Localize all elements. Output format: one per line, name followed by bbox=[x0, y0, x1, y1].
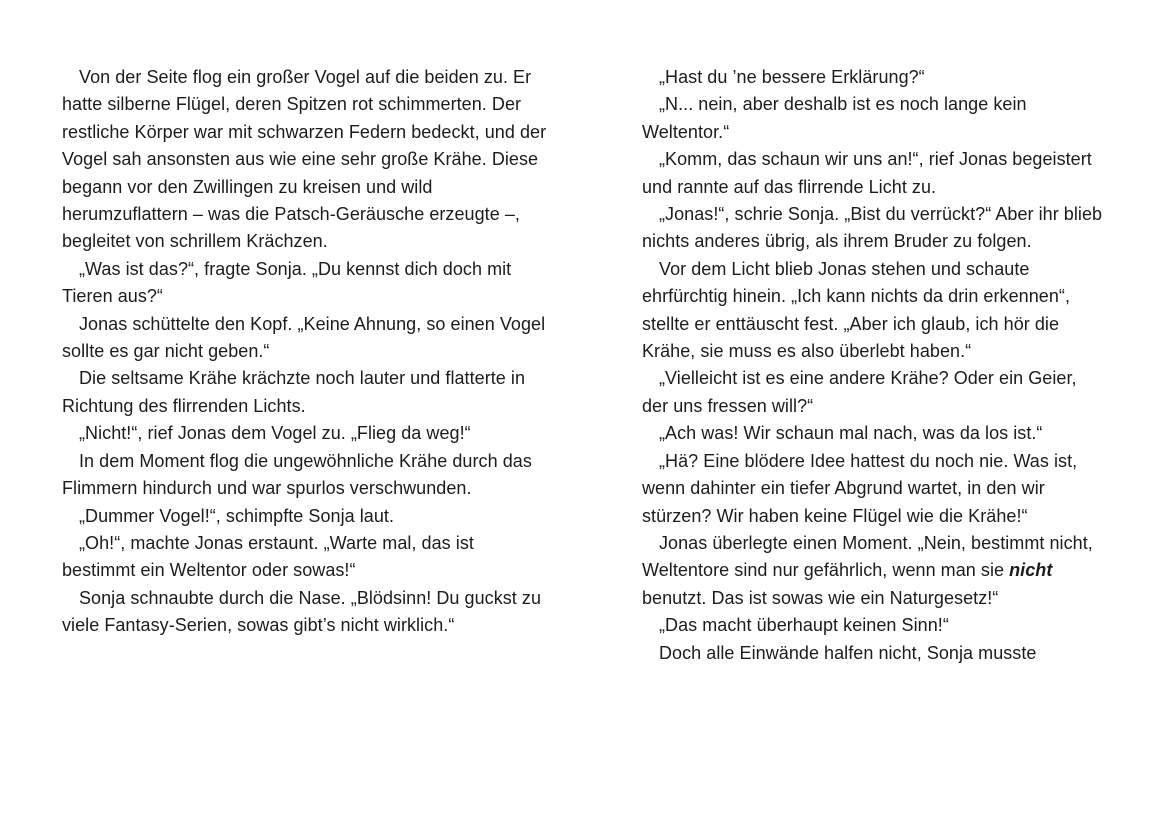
paragraph: In dem Moment flog die ungewöhnliche Krähe durch das Flimmern hindurch und war spurlos verschwunden. bbox=[62, 450, 532, 499]
paragraph-segment: benutzt. Das ist sowas wie ein Naturgesetz!“ bbox=[642, 587, 999, 608]
paragraph: „N... nein, aber deshalb ist es noch lange kein Weltentor.“ bbox=[642, 94, 1027, 142]
right-page bbox=[642, 64, 1106, 667]
paragraph: „Was ist das?“, fragte Sonja. „Du kennst dich doch mit Tieren aus?“ bbox=[62, 258, 512, 307]
paragraph: Doch alle Einwände halfen nicht, Sonja musste bbox=[659, 642, 1037, 663]
paragraph: Die seltsame Krähe krächzte noch lauter und flatterte in Richtung des flirrenden Lichts. bbox=[62, 368, 526, 416]
paragraph: „Jonas!“, schrie Sonja. „Bist du verrückt?“ Aber ihr blieb nichts anderes übrig, als ihrem Bruder zu folgen. bbox=[642, 204, 1103, 252]
paragraph: „Oh!“, machte Jonas erstaunt. „Warte mal, das ist bestimmt ein Weltentor oder sowas!“ bbox=[62, 532, 474, 581]
paragraph: „Hast du ’ne bessere Erklärung?“ bbox=[659, 67, 925, 87]
paragraph: „Komm, das schaun wir uns an!“, rief Jonas begeistert und rannte auf das flirrende Licht zu. bbox=[642, 149, 1092, 197]
paragraph: „Vielleicht ist es eine andere Krähe? Oder ein Geier, der uns fressen will?“ bbox=[642, 368, 1077, 416]
paragraph: „Hä? Eine blödere Idee hattest du noch nie. Was ist, wenn dahinter ein tiefer Abgrund wartet, in den wir stürzen? Wir haben keine Flügel wie die Krähe!“ bbox=[642, 450, 1078, 526]
paragraph: Von der Seite flog ein großer Vogel auf die beiden zu. Er hatte silberne Flügel, deren Spitzen rot schimmerten. Der restliche Körper war mit schwarzen Federn bedeckt, und der Vogel sah ansonsten aus wie eine sehr große Krähe. Diese begann vor den Zwillingen zu kreisen und wild herumzuflattern – was die Patsch-Geräusche erzeugte –, begleitet von schrillem Krächzen. bbox=[62, 67, 547, 252]
paragraph-segment: Jonas überlegte einen Moment. „Nein, bestimmt nicht, Weltentore sind nur gefährlich, wenn man sie bbox=[642, 532, 1093, 581]
paragraph: Jonas schüttelte den Kopf. „Keine Ahnung, so einen Vogel sollte es gar nicht geben.“ bbox=[62, 313, 546, 362]
paragraph: „Das macht überhaupt keinen Sinn!“ bbox=[659, 615, 949, 636]
emphasized-word: nicht bbox=[1009, 560, 1053, 581]
left-page bbox=[62, 64, 550, 667]
paragraph: Vor dem Licht blieb Jonas stehen und schaute ehrfürchtig hinein. „Ich kann nichts da drin erkennen“, stellte er enttäuscht fest. „Aber ich glaub, ich hör die Krähe, sie muss es also überlebt haben.“ bbox=[642, 258, 1070, 362]
paragraph: Sonja schnaubte durch die Nase. „Blödsinn! Du guckst zu viele Fantasy-Serien, sowas gibt’s nicht wirklich.“ bbox=[62, 587, 542, 636]
paragraph: „Dummer Vogel!“, schimpfte Sonja laut. bbox=[79, 505, 395, 526]
paragraph: „Ach was! Wir schaun mal nach, was da los ist.“ bbox=[659, 423, 1043, 444]
paragraph-with-emphasis bbox=[642, 530, 1106, 612]
paragraph: „Nicht!“, rief Jonas dem Vogel zu. „Flieg da weg!“ bbox=[79, 423, 471, 444]
